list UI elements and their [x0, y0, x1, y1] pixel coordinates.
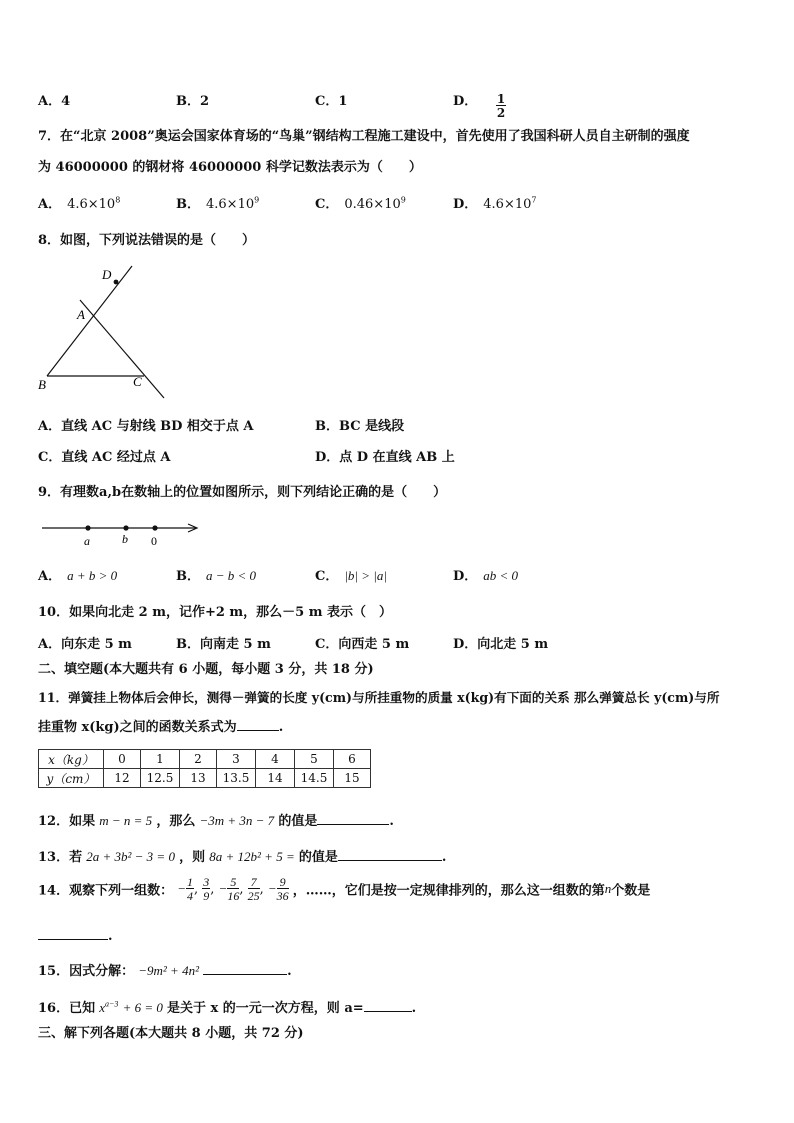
table-row-x [39, 750, 371, 769]
q6-option-a: A．4 [38, 94, 71, 109]
q11-stem-line2: 挂重物 x(kg)之间的函数关系式为 . [38, 720, 284, 735]
q9-stem: 9．有理数a,b在数轴上的位置如图所示，则下列结论正确的是（ ） [38, 485, 447, 500]
answer-blank[interactable] [237, 718, 279, 731]
point-d [114, 280, 119, 285]
label-zero: 0 [151, 534, 157, 548]
q9-number-line [38, 518, 208, 550]
q9-option-c: C． |b| > |a| [315, 568, 387, 584]
q11-data-table [38, 749, 371, 788]
q8-stem: 8．如图，下列说法错误的是（ ） [38, 233, 256, 248]
section-2-heading: 二、填空题(本大题共有 6 小题，每小题 3 分，共 18 分) [38, 662, 374, 677]
table-cell: 13 [180, 769, 217, 788]
q9-option-d: D． ab < 0 [453, 568, 519, 584]
table-cell: 14 [256, 769, 295, 788]
table-cell: 1 [141, 750, 180, 769]
q11-stem-line1: 11．弹簧挂上物体后会伸长，测得－弹簧的长度 y(cm)与所挂重物的质量 x(kg)有下面的关系 那么弹簧总长 y(cm)与所 [38, 690, 720, 705]
q7-option-a: A． $4.6\times 10^8$ [38, 195, 121, 212]
answer-blank[interactable] [317, 812, 389, 825]
q10-option-b: B．向南走 5 m [176, 637, 271, 652]
section-3-heading: 三、解下列各题(本大题共 8 小题，共 72 分) [38, 1026, 304, 1041]
q7-stem-line2: 为 46000000 的钢材将 46000000 科学记数法表示为（ ） [38, 160, 422, 175]
answer-blank[interactable] [338, 848, 442, 861]
table-header-y: y（cm） [39, 769, 104, 788]
table-header-x: x（kg） [39, 750, 104, 769]
fraction-one-half: $\frac{1}{2}$ [496, 92, 506, 120]
table-row-y [39, 769, 371, 788]
q7-option-c: C． $0.46\times 10^9$ [315, 195, 406, 212]
label-b: b [122, 532, 128, 546]
q6-option-d: D． $\frac{1}{2}$ [453, 92, 506, 120]
table-cell: 13.5 [217, 769, 256, 788]
table-cell: 15 [334, 769, 371, 788]
q8-option-b: B．BC 是线段 [315, 419, 405, 434]
q9-option-a: A． a + b > 0 [38, 568, 118, 584]
q15: 15．因式分解： −9m² + 4n² . [38, 963, 292, 979]
answer-blank[interactable] [364, 999, 412, 1012]
table-cell: 0 [104, 750, 141, 769]
table-cell: 6 [334, 750, 371, 769]
table-cell: 5 [295, 750, 334, 769]
answer-blank[interactable] [38, 927, 108, 940]
q8-option-a: A．直线 AC 与射线 BD 相交于点 A [38, 419, 254, 434]
label-c: C [133, 374, 142, 389]
line-bd [47, 266, 132, 376]
table-cell: 12 [104, 769, 141, 788]
label-d: D [102, 267, 112, 282]
q16: 16．已知 $x^{a-3} + 6 = 0$ 是关于 x 的一元一次方程，则 a= . [38, 999, 417, 1016]
q9-option-b: B． a − b < 0 [176, 568, 257, 584]
point-b [123, 525, 128, 530]
table-cell: 4 [256, 750, 295, 769]
fraction: $\frac{3}{9}$ [203, 875, 210, 903]
sequence-fractions: − $\frac{1}{4}$ , $\frac{3}{9}$ , − $\frac{5}{16}$ , $\frac{7}{25}$ , − $\frac{9}{36}$ [177, 875, 289, 903]
q7-stem-line1: 7．在“北京 2008”奥运会国家体育场的“鸟巢”钢结构工程施工建设中，首先使用了我国科研人员自主研制的强度 [38, 129, 690, 144]
table-cell: 2 [180, 750, 217, 769]
fraction: $\frac{5}{16}$ [227, 875, 240, 903]
table-cell: 14.5 [295, 769, 334, 788]
q14-answer-line: . [38, 927, 113, 944]
fraction: $\frac{9}{36}$ [276, 875, 289, 903]
q6-option-b: B．2 [176, 94, 210, 109]
point-a [85, 525, 90, 530]
q8-option-c: C．直线 AC 经过点 A [38, 450, 171, 465]
q8-option-d: D．点 D 在直线 AB 上 [315, 450, 455, 465]
q6-option-c: C．1 [315, 94, 348, 109]
q13: 13．若 2a + 3b² − 3 = 0 ，则 8a + 12b² + 5 = 的值是 . [38, 849, 447, 865]
label-b: B [38, 377, 46, 392]
q7-option-d: D． $4.6\times 10^7$ [453, 195, 537, 212]
fraction: $\frac{7}{25}$ [247, 875, 260, 903]
line-ac [80, 300, 164, 398]
label-a: a [84, 534, 90, 548]
q12: 12．如果 m − n = 5 ，那么 −3m + 3n − 7 的值是 . [38, 813, 394, 829]
table-cell: 3 [217, 750, 256, 769]
point-zero [152, 525, 157, 530]
q7-option-b: B． $4.6\times 10^9$ [176, 195, 260, 212]
fraction: $\frac{1}{4}$ [187, 875, 194, 903]
q14: 14．观察下列一组数： − $\frac{1}{4}$ , $\frac{3}{9}$ , − $\frac{5}{16}$ , $\frac{7}{25}$ , − $\frac{9}{36}$ ，……，它们是按一定规律排列的，那么这一组数的第n个数是 [38, 875, 651, 903]
q10-stem: 10．如果向北走 2 m，记作+2 m，那么－5 m 表示（ ） [38, 605, 393, 620]
q10-option-c: C．向西走 5 m [315, 637, 410, 652]
q10-option-a: A．向东走 5 m [38, 637, 132, 652]
table-cell: 12.5 [141, 769, 180, 788]
q8-triangle-figure [36, 258, 176, 404]
q10-option-d: D．向北走 5 m [453, 637, 549, 652]
answer-blank[interactable] [203, 962, 287, 975]
label-a: A [77, 307, 85, 322]
